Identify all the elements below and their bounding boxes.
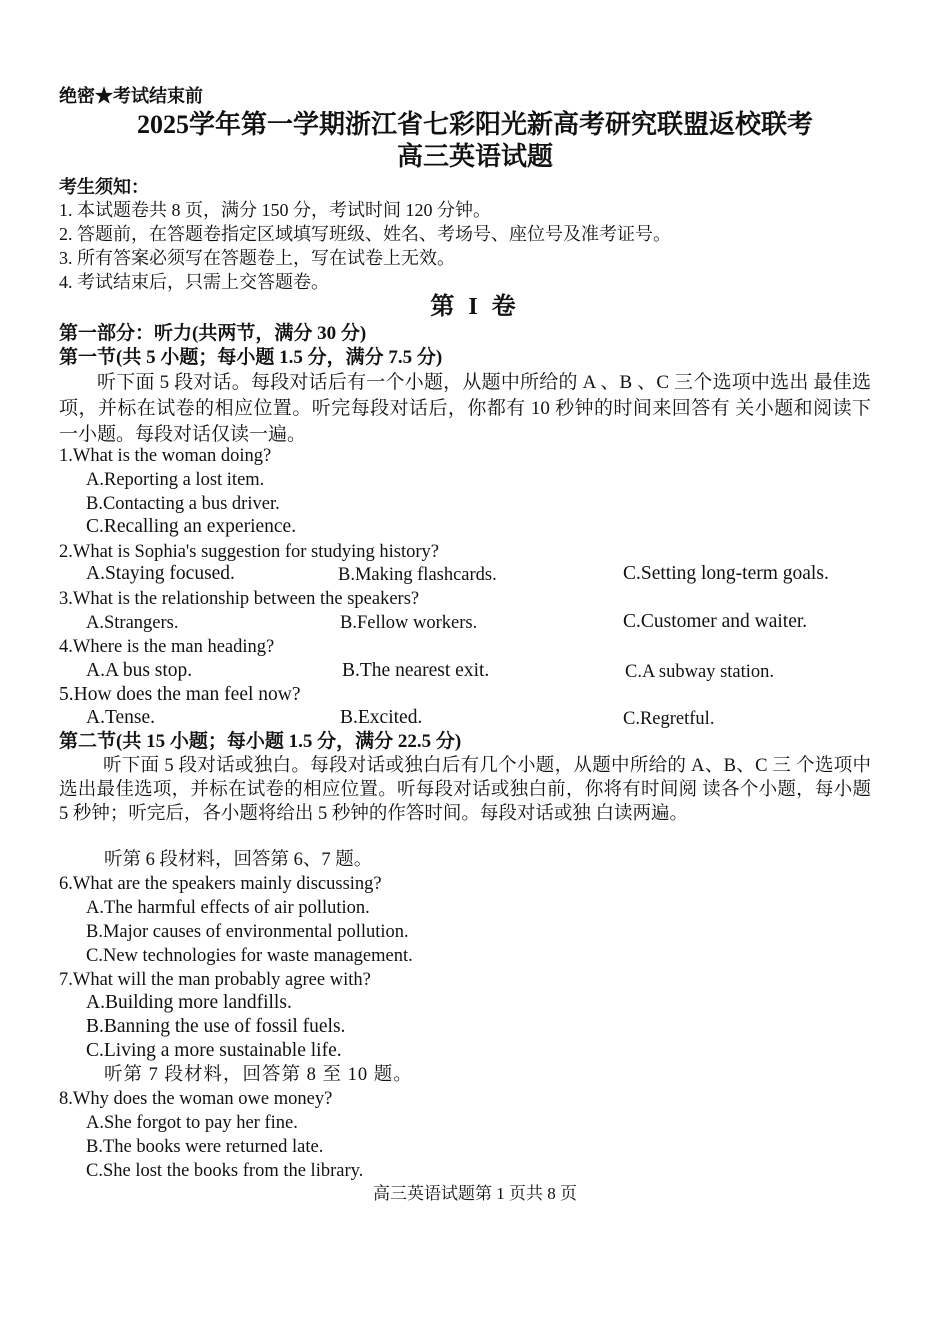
part1-heading: 第一部分：听力(共两节，满分 30 分)	[59, 323, 367, 344]
question-4-option-c: C.A subway station.	[625, 662, 775, 682]
exam-subtitle: 高三英语试题	[396, 142, 553, 171]
question-4: 4.Where is the man heading?	[59, 637, 275, 657]
question-6-option-a: A.The harmful effects of air pollution.	[86, 898, 370, 918]
question-5: 5.How does the man feel now?	[59, 684, 301, 705]
question-6: 6.What are the speakers mainly discussing?	[59, 874, 382, 894]
section1-heading: 第一节(共 5 小题；每小题 1.5 分，满分 7.5 分)	[59, 347, 443, 368]
question-2-option-a: A.Staying focused.	[86, 563, 235, 584]
question-7-option-a: A.Building more landfills.	[86, 992, 292, 1013]
question-2-option-b: B.Making flashcards.	[338, 565, 497, 585]
question-6-option-b: B.Major causes of environmental pollution.	[86, 922, 409, 942]
question-4-option-a: A.A bus stop.	[86, 660, 193, 681]
notice-item: 2. 答题前，在答题卷指定区域填写班级、姓名、考场号、座位号及准考证号。	[59, 224, 671, 244]
notice-item: 4. 考试结束后，只需上交答题卷。	[59, 272, 329, 292]
question-3: 3.What is the relationship between the speakers?	[59, 589, 420, 609]
question-3-option-c: C.Customer and waiter.	[623, 611, 808, 632]
question-3-option-a: A.Strangers.	[86, 613, 179, 633]
section2-heading: 第二节(共 15 小题；每小题 1.5 分，满分 22.5 分)	[59, 731, 462, 752]
question-5-option-c: C.Regretful.	[623, 709, 715, 729]
question-7: 7.What will the man probably agree with?	[59, 970, 371, 990]
question-2: 2.What is Sophia's suggestion for studying history?	[59, 542, 439, 562]
question-8-option-c: C.She lost the books from the library.	[86, 1161, 364, 1181]
question-1-option-a: A.Reporting a lost item.	[86, 470, 265, 490]
question-7-option-c: C.Living a more sustainable life.	[86, 1040, 342, 1061]
question-1-option-c: C.Recalling an experience.	[86, 516, 297, 537]
notice-heading: 考生须知：	[59, 177, 149, 197]
question-4-option-b: B.The nearest exit.	[342, 660, 490, 681]
material-6-instruction: 听第 6 段材料，回答第 6、7 题。	[104, 850, 373, 870]
question-2-option-c: C.Setting long-term goals.	[623, 563, 829, 584]
notice-item: 3. 所有答案必须写在答题卷上，写在试卷上无效。	[59, 248, 455, 268]
confidential-label: 绝密★考试结束前	[59, 86, 203, 106]
question-8-option-b: B.The books were returned late.	[86, 1137, 324, 1157]
question-8-option-a: A.She forgot to pay her fine.	[86, 1113, 298, 1133]
question-5-option-b: B.Excited.	[340, 707, 423, 728]
section1-instructions: 听下面 5 段对话。每段对话后有一个小题，从题中所给的 A 、B 、C 三个选项中选出 最佳选项，并标在试卷的相应位置。听完每段对话后，你都有 10 秒钟的时间来回答有 关小题和阅读下一小题。每段对话仅读一遍。	[59, 372, 871, 445]
section2-instructions: 听下面 5 段对话或独白。每段对话或独白后有几个小题，从题中所给的 A、B、C 三 个选项中选出最佳选项，并标在试卷的相应位置。听每段对话或独白前，你将有时间阅 读各个小题，每小题 5 秒钟；听完后，各小题将给出 5 秒钟的作答时间。每段对话或独 白读两遍。	[59, 756, 871, 824]
question-1: 1.What is the woman doing?	[59, 446, 272, 466]
page-footer: 高三英语试题第 1 页共 8 页	[373, 1184, 577, 1203]
question-1-option-b: B.Contacting a bus driver.	[86, 494, 280, 514]
exam-title: 2025学年第一学期浙江省七彩阳光新高考研究联盟返校联考	[136, 110, 813, 139]
notice-item: 1. 本试题卷共 8 页，满分 150 分，考试时间 120 分钟。	[59, 200, 491, 220]
material-7-instruction: 听第 7 段材料，回答第 8 至 10 题。	[104, 1065, 413, 1085]
question-3-option-b: B.Fellow workers.	[340, 613, 478, 633]
question-7-option-b: B.Banning the use of fossil fuels.	[86, 1016, 346, 1037]
question-8: 8.Why does the woman owe money?	[59, 1089, 333, 1109]
volume-heading: 第 I 卷	[430, 294, 520, 320]
question-6-option-c: C.New technologies for waste management.	[86, 946, 413, 966]
question-5-option-a: A.Tense.	[86, 707, 156, 728]
